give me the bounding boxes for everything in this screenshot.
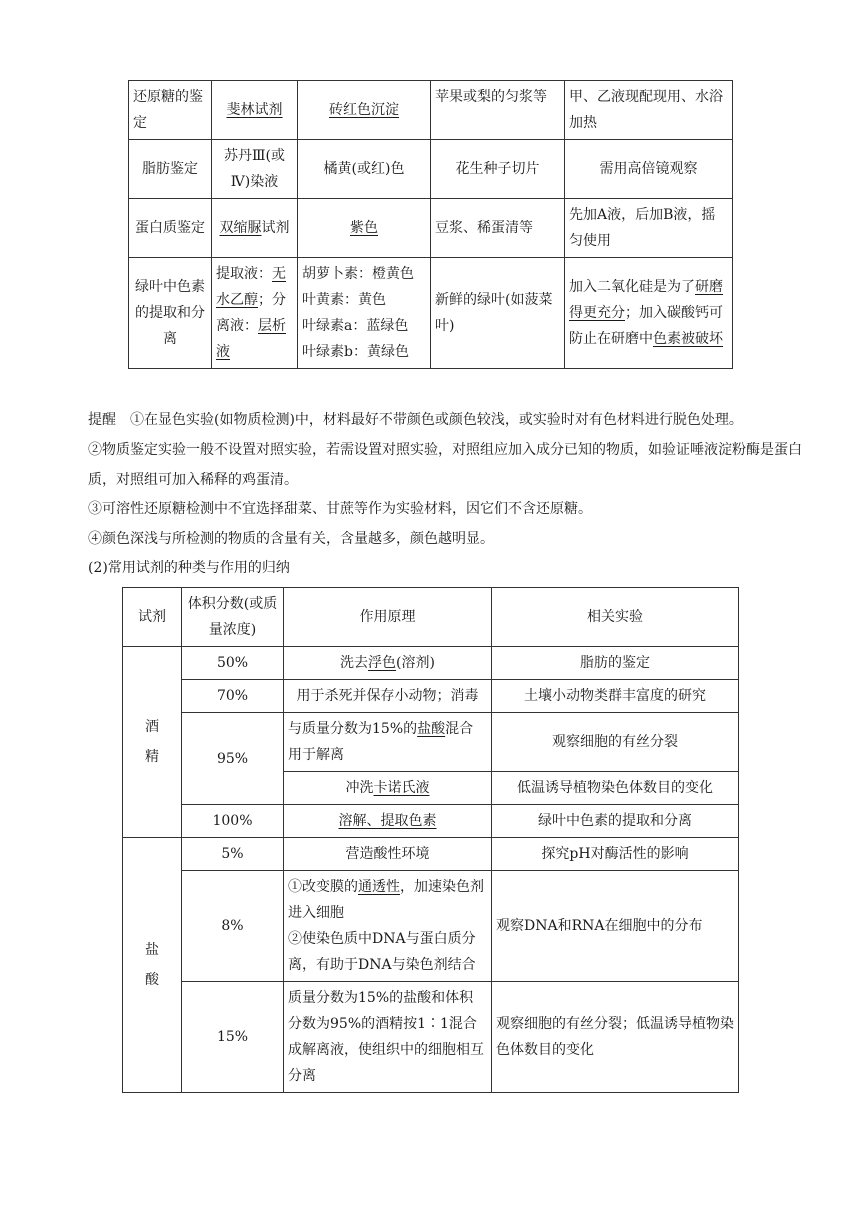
table-row	[129, 81, 733, 140]
table-row	[123, 838, 739, 871]
table-row	[129, 258, 733, 369]
cell-reagent: 苏丹Ⅲ(或Ⅳ)染液	[212, 140, 298, 199]
color-line: 叶绿素b：黄绿色	[302, 344, 409, 360]
cell-conc: 70%	[182, 680, 284, 713]
cell-principle: 溶解、提取色素	[284, 805, 492, 838]
cell-principle: ①改变膜的通透性，加速染色剂进入细胞 ②使染色质中DNA与蛋白质分离，有助于DNA与染色剂结合	[284, 871, 492, 982]
cell-material: 新鲜的绿叶(如菠菜叶)	[431, 258, 565, 369]
table-row	[123, 713, 739, 772]
reagent-table-1	[128, 80, 733, 369]
cell-experiment: 观察DNA和RNA在细胞中的分布	[492, 871, 739, 982]
header-concentration: 体积分数(或质量浓度)	[182, 588, 284, 647]
cell-reagent: 双缩脲试剂	[212, 199, 298, 258]
table-row	[123, 982, 739, 1093]
hcl-label: 盐酸	[123, 838, 182, 1093]
color-line: 叶绿素a：蓝绿色	[302, 318, 409, 334]
cell-principle: 营造酸性环境	[284, 838, 492, 871]
cell-color: 橘黄(或红)色	[298, 140, 431, 199]
cell-reagent: 提取液：无水乙醇；分离液：层析液	[212, 258, 298, 369]
table-row	[129, 199, 733, 258]
cell-conc: 8%	[182, 871, 284, 982]
cell-color: 紫色	[298, 199, 431, 258]
cell-experiment: 观察细胞的有丝分裂	[492, 713, 739, 772]
table-row	[123, 680, 739, 713]
cell-principle: 冲洗卡诺氏液	[284, 772, 492, 805]
header-principle: 作用原理	[284, 588, 492, 647]
cell-conc: 50%	[182, 647, 284, 680]
color-line: 叶黄素：黄色	[302, 292, 386, 308]
tip-2: ②物质鉴定实验一般不设置对照实验，若需设置对照实验，对照组应加入成分已知的物质，如验证唾液淀粉酶是蛋白质，对照组可加入稀释的鸡蛋清。	[88, 442, 802, 488]
cell-material: 花生种子切片	[431, 140, 565, 199]
cell-experiment: 绿叶中色素的提取和分离	[492, 805, 739, 838]
cell-principle: 洗去浮色(溶剂)	[284, 647, 492, 680]
header-experiment: 相关实验	[492, 588, 739, 647]
table-row	[123, 805, 739, 838]
cell-notes: 甲、乙液现配现用、水浴加热	[565, 81, 733, 140]
cell-material: 苹果或梨的匀浆等	[431, 81, 565, 140]
reagent-table-2	[122, 587, 739, 1093]
tip-1: 提醒 ①在显色实验(如物质检测)中，材料最好不带颜色或颜色较浅，或实验时对有色材料进行脱色处理。	[88, 412, 743, 428]
cell-name: 脂肪鉴定	[129, 140, 212, 199]
table-row	[129, 140, 733, 199]
cell-notes: 需用高倍镜观察	[565, 140, 733, 199]
cell-name: 蛋白质鉴定	[129, 199, 212, 258]
color-line: 胡萝卜素：橙黄色	[302, 266, 414, 282]
cell-name: 还原糖的鉴定	[129, 81, 212, 140]
cell-color: 砖红色沉淀	[298, 81, 431, 140]
cell-conc: 15%	[182, 982, 284, 1093]
cell-color	[298, 258, 431, 369]
cell-notes: 先加A液，后加B液，摇匀使用	[565, 199, 733, 258]
table-header-row	[123, 588, 739, 647]
cell-experiment: 土壤小动物类群丰富度的研究	[492, 680, 739, 713]
section-title: (2)常用试剂的种类与作用的归纳	[88, 560, 290, 576]
table-row	[123, 647, 739, 680]
header-reagent: 试剂	[123, 588, 182, 647]
cell-experiment: 低温诱导植物染色体数目的变化	[492, 772, 739, 805]
cell-experiment: 探究pH对酶活性的影响	[492, 838, 739, 871]
cell-experiment: 观察细胞的有丝分裂；低温诱导植物染色体数目的变化	[492, 982, 739, 1093]
cell-experiment: 脂肪的鉴定	[492, 647, 739, 680]
cell-conc: 95%	[182, 713, 284, 805]
cell-principle: 与质量分数为15%的盐酸混合用于解离	[284, 713, 492, 772]
alcohol-label: 酒精	[123, 647, 182, 838]
cell-reagent: 斐林试剂	[212, 81, 298, 140]
table-row	[123, 871, 739, 982]
tip-4: ④颜色深浅与所检测的物质的含量有关，含量越多，颜色越明显。	[88, 531, 494, 547]
cell-conc: 100%	[182, 805, 284, 838]
cell-name: 绿叶中色素的提取和分离	[129, 258, 212, 369]
cell-principle: 用于杀死并保存小动物；消毒	[284, 680, 492, 713]
tip-3: ③可溶性还原糖检测中不宜选择甜菜、甘蔗等作为实验材料，因它们不含还原糖。	[88, 501, 592, 517]
cell-notes: 加入二氧化硅是为了研磨得更充分；加入碳酸钙可防止在研磨中色素被破坏	[565, 258, 733, 369]
cell-conc: 5%	[182, 838, 284, 871]
cell-principle: 质量分数为15%的盐酸和体积分数为95%的酒精按1∶1混合成解离液，使组织中的细胞相互分离	[284, 982, 492, 1093]
cell-material: 豆浆、稀蛋清等	[431, 199, 565, 258]
